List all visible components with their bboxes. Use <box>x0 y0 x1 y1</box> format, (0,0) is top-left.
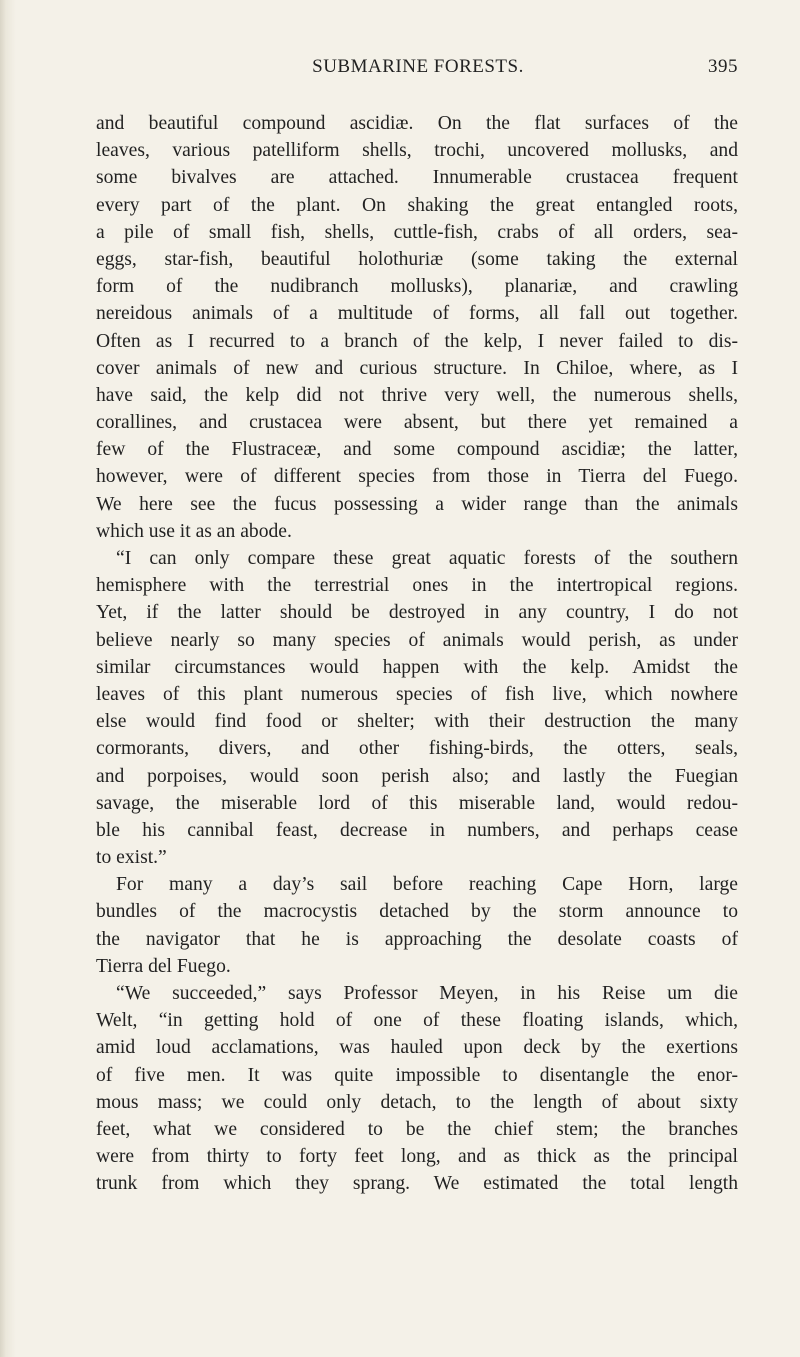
body-text <box>96 110 738 1198</box>
text-line: Often as I recurred to a branch of the kelp, I never failed to dis- <box>96 330 738 352</box>
text-line: nereidous animals of a multitude of forms, all fall out together. <box>96 303 738 325</box>
text-line: however, were of different species from those in Tierra del Fuego. <box>96 466 738 488</box>
text-line: leaves of this plant numerous species of fish live, which nowhere <box>96 683 738 705</box>
text-line: savage, the miserable lord of this miserable land, would redou- <box>96 792 738 814</box>
text-line: amid loud acclamations, was hauled upon deck by the exertions <box>96 1037 738 1059</box>
text-line: every part of the plant. On shaking the great entangled roots, <box>96 194 738 216</box>
text-line: cormorants, divers, and other fishing-birds, the otters, seals, <box>96 738 738 760</box>
text-line: ble his cannibal feast, decrease in numbers, and perhaps cease <box>96 819 738 841</box>
text-line: were from thirty to forty feet long, and as thick as the principal <box>96 1146 738 1168</box>
text-line: corallines, and crustacea were absent, but there yet remained a <box>96 412 738 434</box>
text-line: hemisphere with the terrestrial ones in the intertropical regions. <box>96 575 738 597</box>
text-line: trunk from which they sprang. We estimated the total length <box>96 1173 738 1195</box>
text-line: cover animals of new and curious structure. In Chiloe, where, as I <box>96 357 738 379</box>
text-line: to exist.” <box>96 847 167 869</box>
text-line: Yet, if the latter should be destroyed in any country, I do not <box>96 602 738 624</box>
text-line: “I can only compare these great aquatic forests of the southern <box>116 548 738 569</box>
text-line: leaves, various patelliform shells, trochi, uncovered mollusks, and <box>96 140 738 162</box>
text-line: mous mass; we could only detach, to the length of about sixty <box>96 1091 738 1113</box>
running-head <box>98 56 738 80</box>
text-line: Tierra del Fuego. <box>96 955 231 977</box>
text-line: of five men. It was quite impossible to disentangle the enor- <box>96 1064 738 1086</box>
text-line: else would find food or shelter; with their destruction the many <box>96 711 738 733</box>
text-line: For many a day’s sail before reaching Cape Horn, large <box>116 874 738 896</box>
text-line: similar circumstances would happen with the kelp. Amidst the <box>96 656 738 678</box>
running-title: SUBMARINE FORESTS. <box>312 56 524 77</box>
text-line: some bivalves are attached. Innumerable crustacea frequent <box>96 167 738 189</box>
text-line: have said, the kelp did not thrive very well, the numerous shells, <box>96 384 738 406</box>
text-line: which use it as an abode. <box>96 520 292 542</box>
text-line: believe nearly so many species of animals would perish, as under <box>96 629 738 651</box>
text-line: eggs, star-fish, beautiful holothuriæ (some taking the external <box>96 248 738 270</box>
text-line: and beautiful compound ascidiæ. On the flat surfaces of the <box>96 113 738 134</box>
text-line: few of the Flustraceæ, and some compound ascidiæ; the latter, <box>96 439 738 461</box>
text-line: Welt, “in getting hold of one of these floating islands, which, <box>96 1010 738 1032</box>
text-line: a pile of small fish, shells, cuttle-fish, crabs of all orders, sea- <box>96 221 738 243</box>
text-line: and porpoises, would soon perish also; and lastly the Fuegian <box>96 765 738 787</box>
text-line: bundles of the macrocystis detached by the storm announce to <box>96 901 738 923</box>
text-line: We here see the fucus possessing a wider range than the animals <box>96 493 738 515</box>
text-line: form of the nudibranch mollusks), planariæ, and crawling <box>96 276 738 298</box>
text-line: feet, what we considered to be the chief stem; the branches <box>96 1118 738 1140</box>
page-number: 395 <box>708 56 738 77</box>
text-line: the navigator that he is approaching the desolate coasts of <box>96 928 738 950</box>
text-line: “We succeeded,” says Professor Meyen, in his Reise um die <box>116 983 738 1004</box>
